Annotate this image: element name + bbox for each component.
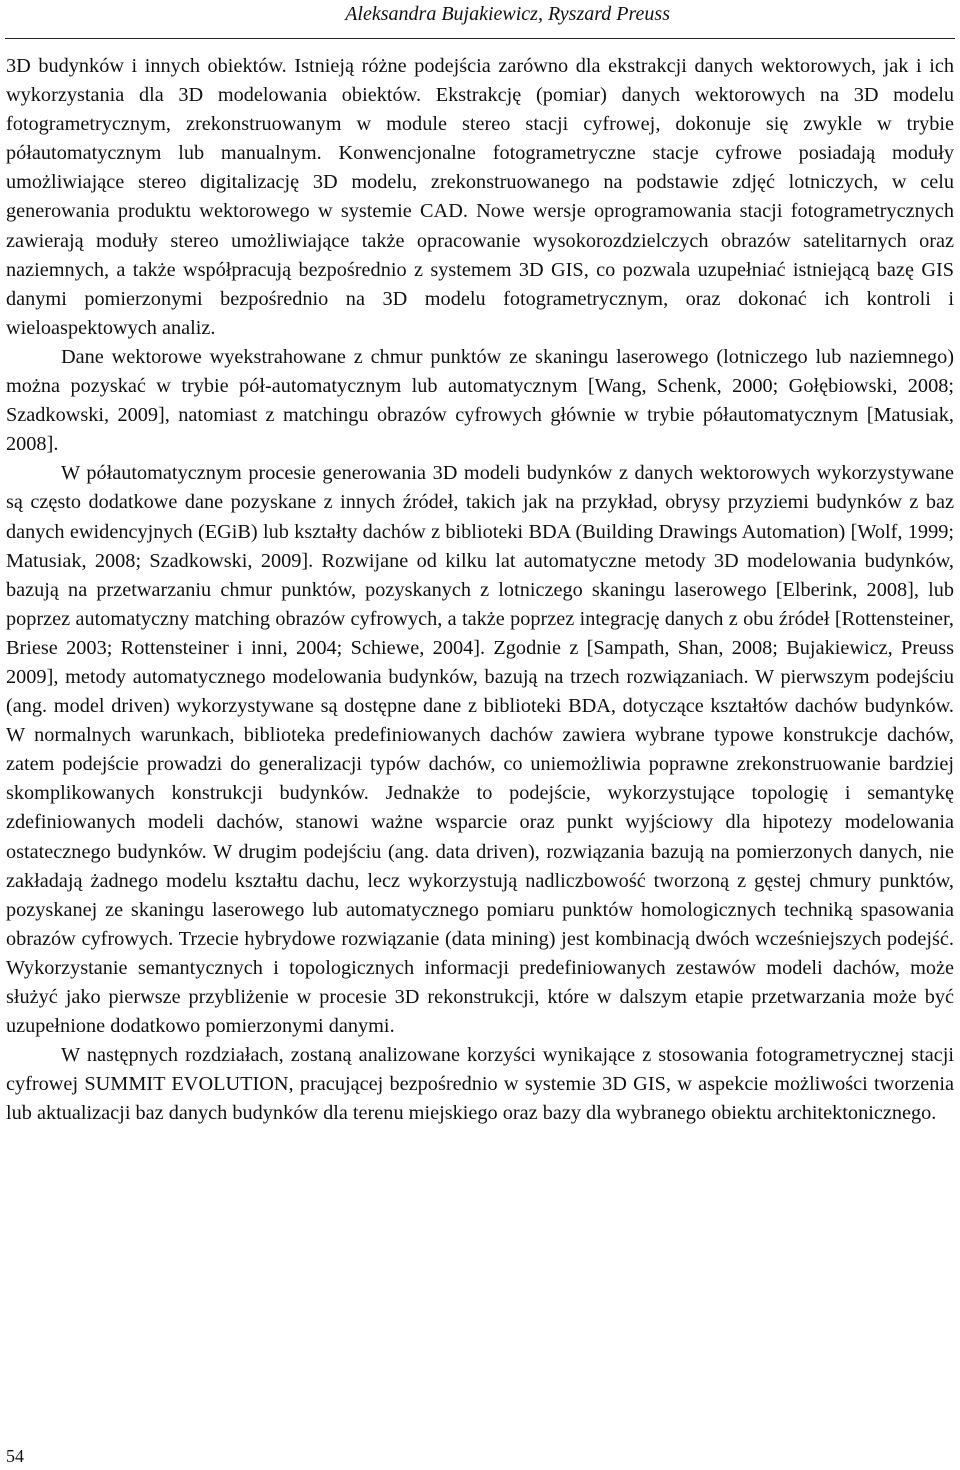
body-text — [6, 52, 954, 1128]
header-rule — [5, 38, 955, 39]
paragraph-continued: 3D budynków i innych obiektów. Istnieją różne podejścia zarówno dla ekstrakcji danych wektorowych, jak i ich wykorzystania dla 3D modelowania obiektów. Ekstrakcję (pomiar) danych wektorowych na 3D modelu fotogrametrycznym, zrekonstruowanym w module stereo stacji cyfrowej, dokonuje się zwykle w trybie półautomatycznym lub manualnym. Konwencjonalne fotogrametryczne stacje cyfrowe posiadają moduły umożliwiające stereo digitalizację 3D modelu, zrekonstruowanego na podstawie zdjęć lotniczych, w celu generowania produktu wektorowego w systemie CAD. Nowe wersje oprogramowania stacji fotogrametrycznych zawierają moduły stereo umożliwiające także opracowanie wysokorozdzielczych obrazów satelitarnych oraz naziemnych, a także współpracują bezpośrednio z systemem 3D GIS, co pozwala uzupełniać istniejącą bazę GIS danymi pomierzonymi bezpośrednio na 3D modelu fotogrametrycznym, oraz dokonać ich kontroli i wieloaspektowych analiz. — [6, 55, 954, 339]
page-number: 54 — [6, 1446, 24, 1466]
paragraph-semiautomatic-modeling: W półautomatycznym procesie generowania 3D modeli budynków z danych wektorowych wykorzystywane są często dodatkowe dane pozyskane z innych źródeł, takich jak na przykład, obrysy przyziemi budynków z baz danych ewidencyjnych (EGiB) lub kształty dachów z biblioteki BDA (Building Drawings Automation) [Wolf, 1999; Matusiak, 2008; Szadkowski, 2009]. Rozwijane od kilku lat automatyczne metody 3D modelowania budynków, bazują na przetwarzaniu chmur punktów, pozyskanych z lotniczego skaningu laserowego [Elberink, 2008], lub poprzez automatyczny matching obrazów cyfrowych, a także poprzez integrację danych z obu źródeł [Rottensteiner, Briese 2003; Rottensteiner i inni, 2004; Schiewe, 2004]. Zgodnie z [Sampath, Shan, 2008; Bujakiewicz, Preuss 2009], metody automatycznego modelowania budynków, bazują na trzech rozwiązaniach. W pierwszym podejściu (ang. model driven) wykorzystywane są dostępne dane z biblioteki BDA, dotyczące kształtów dachów budynków. W normalnych warunkach, biblioteka predefiniowanych dachów zawiera wybrane typowe konstrukcje dachów, zatem podejście prowadzi do generalizacji typów dachów, co uniemożliwia poprawne zrekonstruowanie bardziej skomplikowanych konstrukcji budynków. Jednakże to podejście, wykorzystujące topologię i semantykę zdefiniowanych modeli dachów, stanowi ważne wsparcie oraz punkt wyjściowy dla hipotezy modelowania ostatecznego budynków. W drugim podejściu (ang. data driven), rozwiązania bazują na pomierzonych danych, nie zakładają żadnego modelu kształtu dachu, lecz wykorzystują nadliczbowość tworzoną z gęstej chmury punktów, pozyskanej ze skaningu laserowego lub automatycznego pomiaru punktów homologicznych techniką spasowania obrazów cyfrowych. Trzecie hybrydowe rozwiązanie (data mining) jest kombinacją dwóch wcześniejszych podejść. Wykorzystanie semantycznych i topologicznych informacji predefiniowanych zestawów modeli dachów, może służyć jako pierwsze przybliżenie w procesie 3D rekonstrukcji, które w dalszym etapie przetwarzania może być uzupełnione dodatkowo pomierzonymi danymi. — [6, 462, 954, 1038]
running-header-authors: Aleksandra Bujakiewicz, Ryszard Preuss — [345, 3, 670, 25]
paragraph-vector-data-laser: Dane wektorowe wyekstrahowane z chmur punktów ze skaningu laserowego (lotniczego lub naziemnego) można pozyskać w trybie pół-automatycznym lub automatycznym [Wang, Schenk, 2000; Gołębiowski, 2008; Szadkowski, 2009], natomiast z matchingu obrazów cyfrowych głównie w trybie półautomatycznym [Matusiak, 2008]. — [6, 345, 954, 456]
paragraph-next-chapters: W następnych rozdziałach, zostaną analizowane korzyści wynikające z stosowania fotogrametrycznej stacji cyfrowej SUMMIT EVOLUTION, pracującej bezpośrednio w systemie 3D GIS, w aspekcie możliwości tworzenia lub aktualizacji baz danych budynków dla terenu miejskiego oraz bazy dla wybranego obiektu architektonicznego. — [6, 1044, 954, 1125]
